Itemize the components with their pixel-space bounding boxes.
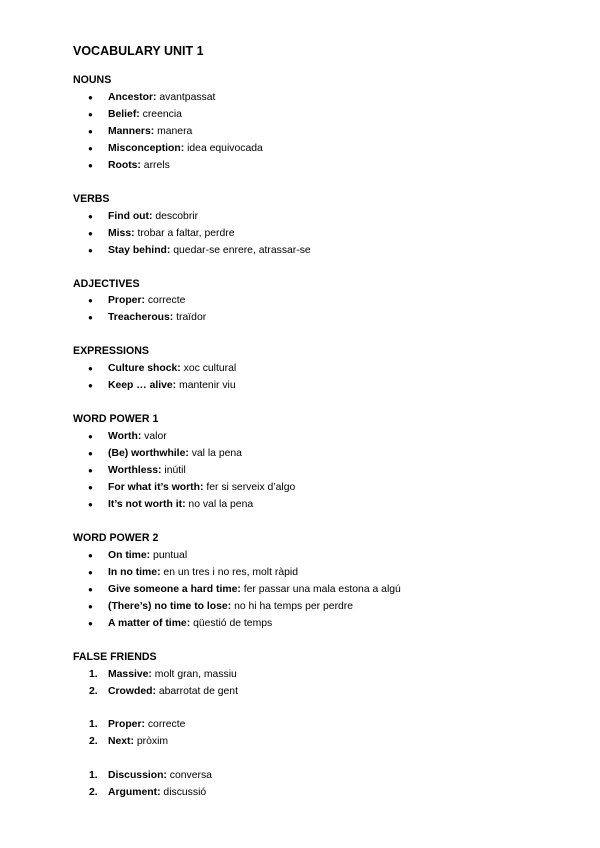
list-item [0,462,295,479]
list-item [0,140,263,157]
definition: arrels [143,160,170,171]
definition: xoc cultural [183,363,237,374]
term: Stay behind: [108,245,171,256]
nouns-list [0,89,263,174]
definition: abarrotat de gent [158,686,238,697]
list-item [0,309,206,326]
term: Proper: [108,295,145,306]
term: Miss: [108,228,135,239]
term: Misconception: [108,143,185,154]
section-heading-nouns: NOUNS [73,74,112,86]
definition: quedar-se enrere, atrassar-se [173,245,311,256]
list-item [0,242,311,259]
definition: en un tres i no res, molt ràpid [163,567,298,578]
list-item [0,89,263,106]
word-power-1-list [0,428,295,513]
list-item [0,208,311,225]
term: For what it’s worth: [108,482,204,493]
list-item [0,123,263,140]
false-friends-list-3 [0,767,212,801]
definition: qüestió de temps [193,618,273,629]
definition: correcte [147,719,186,730]
section-heading-word-power-1: WORD POWER 1 [73,413,159,425]
term: (There’s) no time to lose: [108,601,232,612]
item-number: 2. [89,736,98,747]
section-heading-word-power-2: WORD POWER 2 [73,532,159,544]
term: Crowded: [108,686,156,697]
definition: trobar a faltar, perdre [137,228,235,239]
term: Proper: [108,719,145,730]
definition: mantenir viu [179,380,236,391]
item-number: 1. [89,719,98,730]
list-item [0,784,212,801]
definition: fer si serveix d’algo [206,482,296,493]
list-item [0,733,185,750]
list-item [0,581,401,598]
definition: no val la pena [188,499,254,510]
section-heading-adjectives: ADJECTIVES [73,278,140,290]
term: (Be) worthwhile: [108,448,189,459]
section-heading-verbs: VERBS [73,193,110,205]
list-item [0,445,295,462]
list-item [0,479,295,496]
term: Massive: [108,669,152,680]
definition: puntual [153,550,188,561]
definition: inútil [164,465,186,476]
list-item [0,666,238,683]
verbs-list [0,208,311,259]
term: Worth: [108,431,142,442]
list-item [0,428,295,445]
definition: molt gran, massiu [154,669,237,680]
term: Culture shock: [108,363,181,374]
list-item [0,106,263,123]
definition: no hi ha temps per perdre [234,601,354,612]
list-item [0,598,401,615]
list-item [0,157,263,174]
term: Belief: [108,109,140,120]
list-item [0,377,236,394]
definition: avantpassat [159,92,216,103]
word-power-2-list [0,547,401,632]
item-number: 2. [89,787,98,798]
term: Manners: [108,126,155,137]
adjectives-list [0,292,206,326]
term: A matter of time: [108,618,191,629]
section-heading-expressions: EXPRESSIONS [73,345,149,357]
definition: idea equivocada [187,143,263,154]
false-friends-list-1 [0,666,238,700]
list-item [0,547,401,564]
item-number: 1. [89,669,98,680]
item-number: 2. [89,686,98,697]
term: Roots: [108,160,141,171]
definition: fer passar una mala estona a algú [243,584,401,595]
list-item [0,683,238,700]
definition: conversa [169,770,212,781]
definition: traïdor [176,312,207,323]
term: On time: [108,550,151,561]
definition: descobrir [155,211,199,222]
term: Next: [108,736,134,747]
term: Argument: [108,787,161,798]
definition: pròxim [136,736,169,747]
term: Worthless: [108,465,162,476]
list-item [0,767,212,784]
term: Give someone a hard time: [108,584,241,595]
list-item [0,225,311,242]
definition: correcte [147,295,186,306]
list-item [0,564,401,581]
list-item [0,716,185,733]
definition: discussió [163,787,207,798]
definition: manera [157,126,193,137]
section-heading-false-friends: FALSE FRIENDS [73,651,157,663]
false-friends-list-2 [0,716,185,750]
term: It’s not worth it: [108,499,186,510]
definition: val la pena [191,448,242,459]
term: Keep … alive: [108,380,177,391]
page-title: VOCABULARY UNIT 1 [73,44,204,58]
expressions-list [0,360,236,394]
term: Discussion: [108,770,167,781]
term: Ancestor: [108,92,157,103]
term: Find out: [108,211,153,222]
list-item [0,360,236,377]
term: Treacherous: [108,312,174,323]
term: In no time: [108,567,161,578]
item-number: 1. [89,770,98,781]
definition: valor [144,431,167,442]
list-item [0,615,401,632]
list-item [0,496,295,513]
definition: creencia [142,109,182,120]
list-item [0,292,206,309]
